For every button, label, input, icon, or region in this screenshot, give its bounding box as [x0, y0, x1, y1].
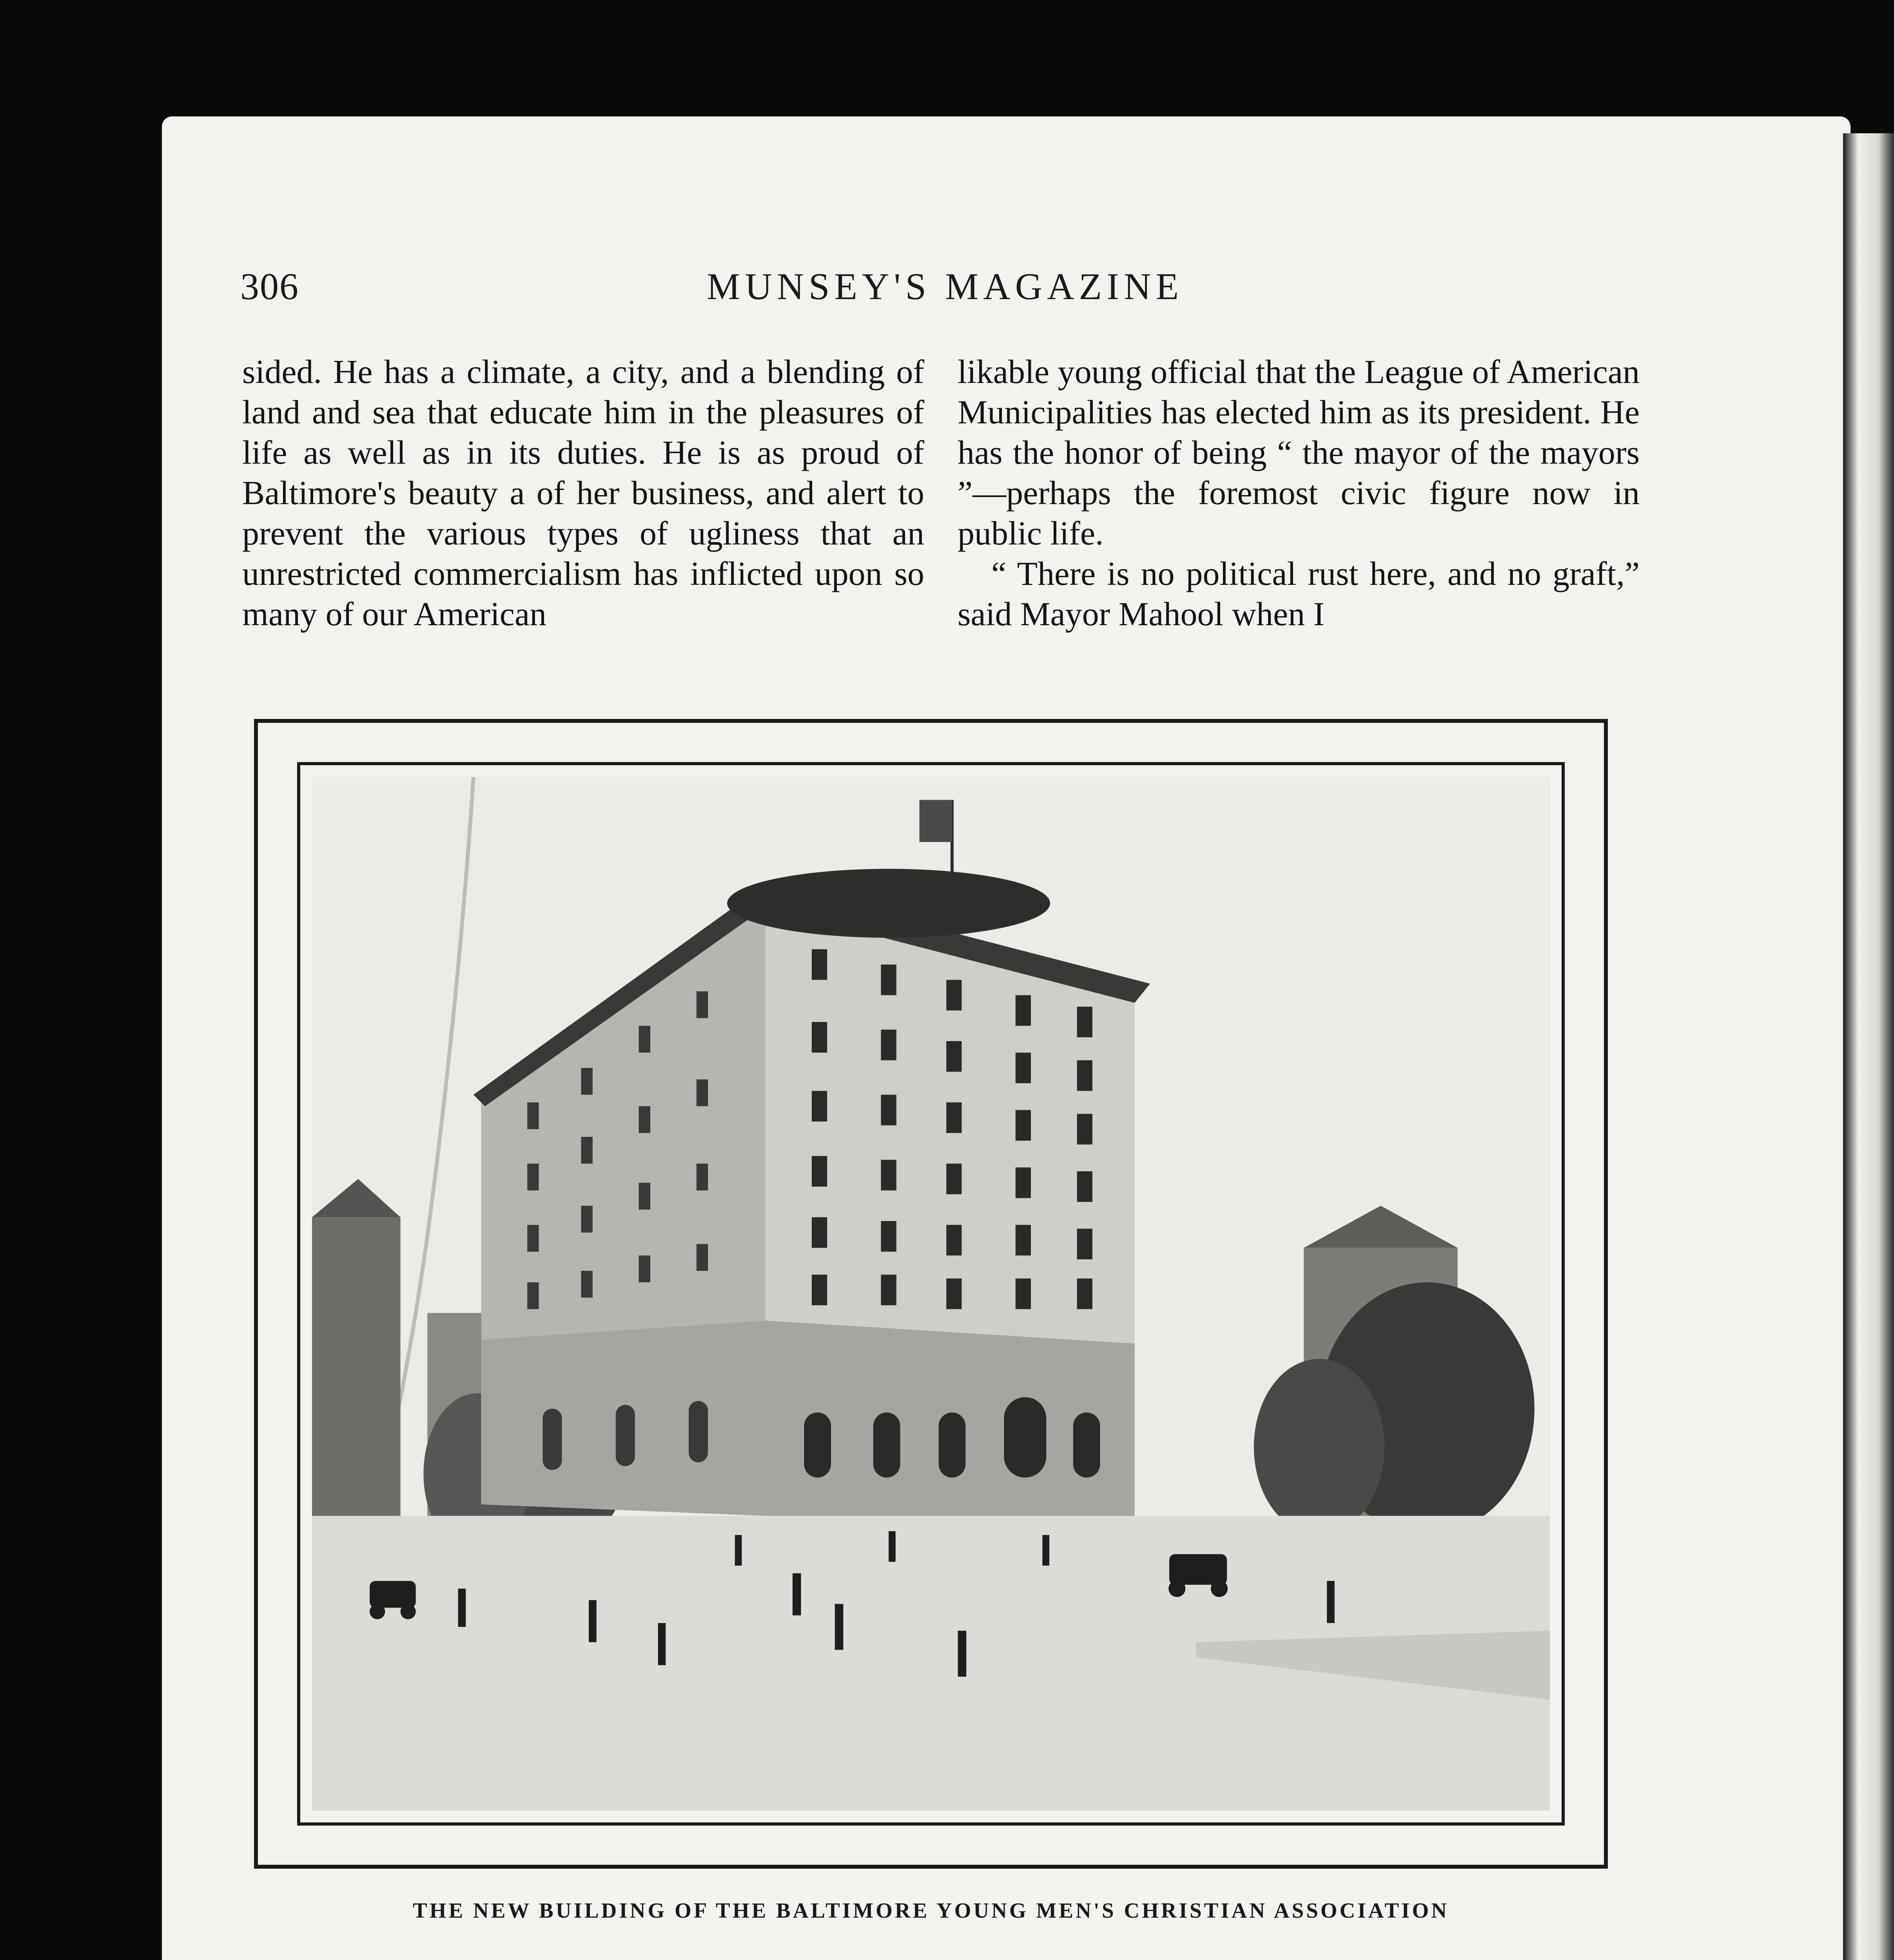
figure-caption: THE NEW BUILDING OF THE BALTIMORE YOUNG MEN'S CHRISTIAN ASSOCIATION: [413, 1898, 1449, 1922]
magazine-page: [162, 116, 1850, 1960]
building-engraving: [312, 777, 1550, 1811]
top-left-column: [242, 352, 924, 634]
figure-frame: [254, 719, 1608, 1869]
ymca-building-illustration: [312, 777, 1550, 1811]
paragraph: likable young official that the League of American Municipalities has elected him as its president. He has the honor of being “ the mayor of the mayors ”—perhaps the foremost civic figure now in public life.: [958, 353, 1640, 552]
top-right-column: [958, 352, 1640, 634]
running-title: MUNSEY'S MAGAZINE: [707, 265, 1183, 307]
page-number: 306: [240, 265, 299, 307]
paragraph: “ There is no political rust here, and no graft,” said Mayor Mahool when I: [958, 555, 1640, 633]
figure-inner-border: [297, 762, 1565, 1826]
page-header: [240, 265, 1772, 327]
paragraph: sided. He has a climate, a city, and a blending of land and sea that educate him in the pleasures of life as well as in its duties. He is as proud of Baltimore's beauty a of her business, and alert to prevent the various types of ugliness that an unrestricted commercialism has inflicted upon so many of our American: [242, 353, 924, 633]
page-spine-shadow: [1843, 133, 1894, 1960]
